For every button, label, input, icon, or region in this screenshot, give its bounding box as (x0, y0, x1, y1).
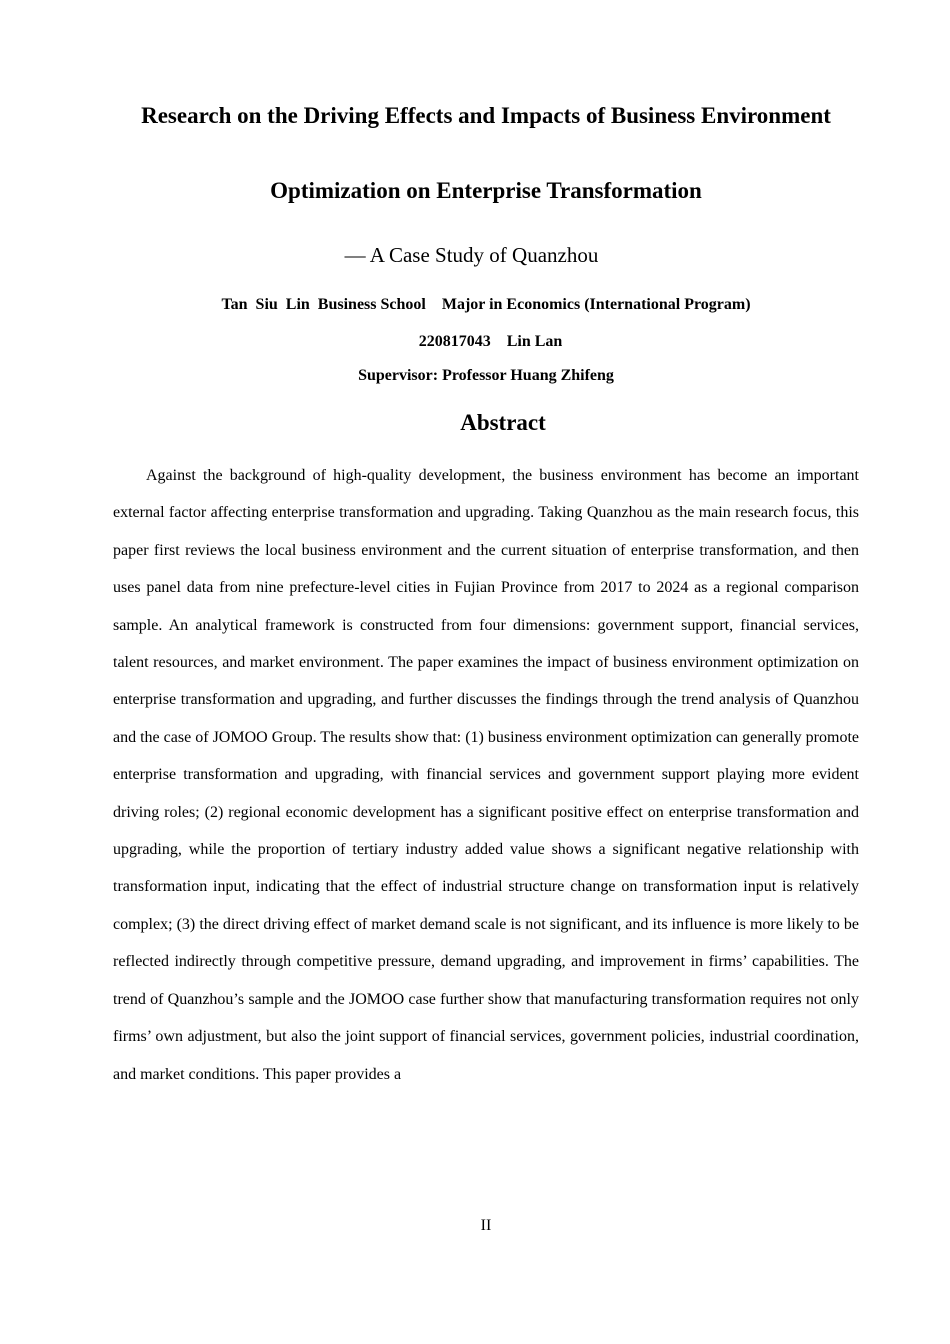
abstract-body: Against the background of high-quality development, the business environment has become an important external factor affecting enterprise transformation and upgrading. Taking Quanzhou as the main research focus, this paper first reviews the local business environment and the current situation of enterprise transformation, and then uses panel data from nine prefecture-level cities in Fujian Province from 2017 to 2024 as a regional comparison sample. An analytical framework is constructed from four dimensions: government support, financial services, talent resources, and market environment. The paper examines the impact of business environment optimization on enterprise transformation and upgrading, and further discusses the findings through the trend analysis of Quanzhou and the case of JOMOO Group. The results show that: (1) business environment optimization can generally promote enterprise transformation and upgrading, with financial services and government support playing more evident driving roles; (2) regional economic development has a significant positive effect on enterprise transformation and upgrading, while the proportion of tertiary industry added value shows a significant negative relationship with transformation input, indicating that the effect of industrial structure change on transformation input is relatively complex; (3) the direct driving effect of market demand scale is not significant, and its influence is more likely to be reflected indirectly through competitive pressure, demand upgrading, and improvement in firms’ capabilities. The trend of Quanzhou’s sample and the JOMOO case further show that manufacturing transformation requires not only firms’ own adjustment, but also the joint support of financial services, government policies, industrial coordination, and market conditions. This paper provides a (113, 467, 859, 1083)
student-id-name-line: 220817043 Lin Lan (418, 333, 563, 350)
supervisor-line: Supervisor: Professor Huang Zhifeng (358, 367, 614, 384)
title-line-2: Optimization on Enterprise Transformation (270, 178, 702, 203)
school-major-line: Tan Siu Lin Business School Major in Economics (International Program) (221, 296, 751, 313)
title-line-1: Research on the Driving Effects and Impacts of Business Environment (141, 103, 831, 128)
subtitle: — A Case Study of Quanzhou (344, 243, 599, 267)
page-number: II (480, 1217, 492, 1234)
abstract-heading: Abstract (460, 410, 546, 435)
